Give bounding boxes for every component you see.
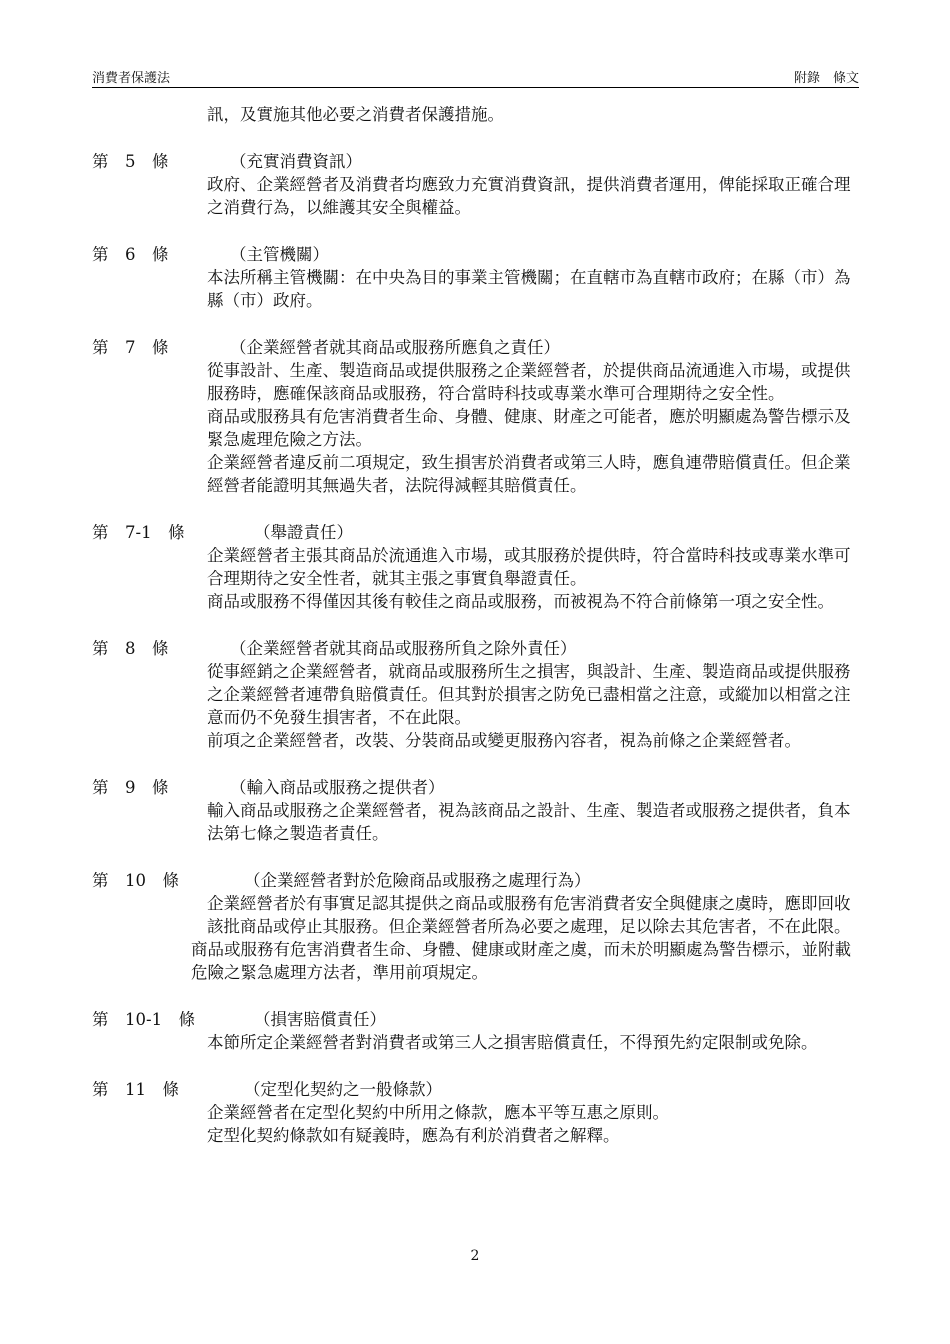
article (92, 336, 859, 497)
article-heading (92, 150, 859, 173)
page-number: 2 (470, 1248, 480, 1264)
article-paragraph: 商品或服務有危害消費者生命、身體、健康或財產之虞，而未於明顯處為警告標示，並附載危險之緊急處理方法者，準用前項規定。 (191, 940, 851, 982)
article-list (92, 150, 859, 1147)
article (92, 776, 859, 845)
header-law-title: 消費者保護法 (92, 71, 171, 86)
article-number: 第 11 條 (92, 1080, 179, 1099)
article (92, 521, 859, 613)
article (92, 637, 859, 752)
article-title: （輸入商品或服務之提供者） (230, 778, 445, 797)
article-number: 第 9 條 (92, 778, 169, 797)
article-title: （定型化契約之一般條款） (244, 1080, 442, 1099)
article-paragraph: 企業經營者違反前二項規定，致生損害於消費者或第三人時，應負連帶賠償責任。但企業經營者能證明其無過失者，法院得減輕其賠償責任。 (207, 453, 851, 495)
article (92, 243, 859, 312)
article-title: （企業經營者對於危險商品或服務之處理行為） (244, 871, 591, 890)
article-heading (92, 336, 859, 359)
page-header (92, 67, 859, 88)
article-paragraph: 從事經銷之企業經營者，就商品或服務所生之損害，與設計、生產、製造商品或提供服務之企業經營者連帶負賠償責任。但其對於損害之防免已盡相當之注意，或縱加以相當之注意而仍不免發生損害者，不在此限。 (207, 662, 851, 727)
article-paragraph: 企業經營者主張其商品於流通進入市場，或其服務於提供時，符合當時科技或專業水準可合理期待之安全性者，就其主張之事實負舉證責任。 (207, 546, 851, 588)
article (92, 1078, 859, 1147)
article-number: 第 5 條 (92, 152, 169, 171)
article-paragraph: 政府、企業經營者及消費者均應致力充實消費資訊，提供消費者運用，俾能採取正確合理之消費行為，以維護其安全與權益。 (207, 175, 851, 217)
article-title: （舉證責任） (254, 523, 353, 542)
continued-paragraph: 訊，及實施其他必要之消費者保護措施。 (207, 105, 504, 124)
article-title: （充實消費資訊） (230, 152, 362, 171)
document-body (92, 103, 859, 1147)
article-number: 第 10-1 條 (92, 1010, 196, 1029)
article-heading (92, 1078, 859, 1101)
article-heading (92, 1008, 859, 1031)
article-paragraph: 從事設計、生產、製造商品或提供服務之企業經營者，於提供商品流通進入市場，或提供服務時，應確保該商品或服務，符合當時科技或專業水準可合理期待之安全性。 (207, 361, 851, 403)
article-title: （主管機關） (230, 245, 329, 264)
article-title: （企業經營者就其商品或服務所負之除外責任） (230, 639, 577, 658)
article-paragraph: 輸入商品或服務之企業經營者，視為該商品之設計、生產、製造者或服務之提供者，負本法第七條之製造者責任。 (207, 801, 851, 843)
article-heading (92, 521, 859, 544)
article-paragraph: 本法所稱主管機關：在中央為目的事業主管機關；在直轄市為直轄市政府；在縣（市）為縣（市）政府。 (207, 268, 851, 310)
article-heading (92, 637, 859, 660)
article-heading (92, 869, 859, 892)
article-heading (92, 243, 859, 266)
article-title: （企業經營者就其商品或服務所應負之責任） (230, 338, 560, 357)
article-number: 第 7 條 (92, 338, 169, 357)
article (92, 1008, 859, 1054)
article (92, 869, 859, 984)
article-paragraph: 商品或服務不得僅因其後有較佳之商品或服務，而被視為不符合前條第一項之安全性。 (207, 592, 834, 611)
article-paragraph: 本節所定企業經營者對消費者或第三人之損害賠償責任，不得預先約定限制或免除。 (207, 1033, 818, 1052)
article (92, 150, 859, 219)
article-number: 第 8 條 (92, 639, 169, 658)
article-paragraph: 商品或服務具有危害消費者生命、身體、健康、財產之可能者，應於明顯處為警告標示及緊急處理危險之方法。 (207, 407, 851, 449)
article-title: （損害賠償責任） (254, 1010, 386, 1029)
article-number: 第 7-1 條 (92, 523, 185, 542)
article-number: 第 6 條 (92, 245, 169, 264)
article-paragraph: 前項之企業經營者，改裝、分裝商品或變更服務內容者，視為前條之企業經營者。 (207, 731, 801, 750)
header-section-label: 附錄 條文 (793, 71, 859, 86)
article-number: 第 10 條 (92, 871, 179, 890)
article-paragraph: 企業經營者於有事實足認其提供之商品或服務有危害消費者安全與健康之虞時，應即回收該批商品或停止其服務。但企業經營者所為必要之處理，足以除去其危害者，不在此限。 (207, 894, 851, 936)
article-paragraph: 企業經營者在定型化契約中所用之條款，應本平等互惠之原則。 (207, 1103, 669, 1122)
article-heading (92, 776, 859, 799)
article-paragraph: 定型化契約條款如有疑義時，應為有利於消費者之解釋。 (207, 1126, 620, 1145)
